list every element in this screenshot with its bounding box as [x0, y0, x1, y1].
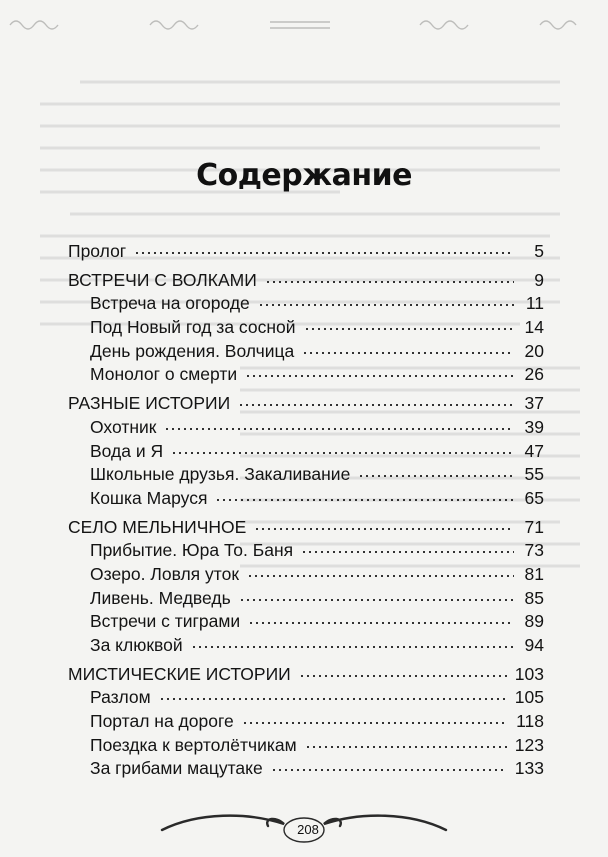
dot-leader [134, 252, 514, 254]
page-title: Содержание [196, 158, 412, 193]
toc-section-entry [68, 663, 544, 687]
dot-leader [171, 452, 514, 454]
toc-entry-title: Школьные друзья. Закаливание [90, 464, 351, 485]
toc-page-number: 89 [524, 611, 544, 632]
toc-entry [68, 487, 544, 511]
dot-leader [301, 551, 514, 553]
toc-entry [68, 416, 544, 440]
toc-page-number: 47 [524, 440, 544, 461]
toc-page-number: 55 [524, 464, 544, 485]
toc-entry [68, 686, 544, 710]
toc-entry [68, 316, 544, 340]
toc-entry-title: Разлом [90, 687, 151, 708]
toc-entry [68, 610, 544, 634]
toc-entry-title: ВСТРЕЧИ С ВОЛКАМИ [68, 269, 257, 290]
dot-leader [245, 375, 514, 377]
toc-page-number: 20 [524, 340, 544, 361]
toc-entry-title: Озеро. Ловля уток [90, 563, 239, 584]
dot-leader [302, 352, 514, 354]
dot-leader [258, 304, 514, 306]
toc-page-number: 85 [524, 587, 544, 608]
dot-leader [247, 575, 514, 577]
dot-leader [164, 428, 514, 430]
toc-page-number: 37 [524, 393, 544, 414]
toc-page-number: 81 [524, 563, 544, 584]
toc-entry [68, 440, 544, 464]
toc-entry [68, 363, 544, 387]
toc-entry-title: Портал на дороге [90, 711, 234, 732]
dot-leader [215, 499, 514, 501]
toc-entry-title: Ливень. Медведь [90, 587, 231, 608]
toc-entry-title: Поездка к вертолётчикам [90, 734, 297, 755]
toc-entry-title: За клюквой [90, 635, 183, 655]
dot-leader [299, 675, 507, 677]
page-number: 208 [297, 822, 319, 837]
toc-page-number: 5 [534, 241, 544, 261]
dot-leader [159, 698, 507, 700]
top-ornament [0, 14, 608, 36]
toc-page-number: 9 [534, 269, 544, 290]
dot-leader [248, 622, 514, 624]
toc-page-number: 94 [524, 635, 544, 655]
toc-entry-title: За грибами мацутаке [90, 758, 263, 779]
toc-page-number: 65 [524, 487, 544, 508]
toc-page-number: 26 [524, 364, 544, 385]
dot-leader [191, 646, 514, 648]
dot-leader [242, 722, 508, 724]
toc-entry-title: Кошка Маруся [90, 487, 208, 508]
toc-entry [68, 463, 544, 487]
toc-page-number: 105 [514, 687, 544, 708]
toc-entry [68, 710, 544, 734]
toc-entry [68, 340, 544, 364]
toc-page-number: 71 [524, 516, 544, 537]
toc-entry [68, 292, 544, 316]
toc-entry-title: Встреча на огороде [90, 293, 250, 314]
dot-leader [358, 475, 514, 477]
toc-entry-title: Вода и Я [90, 440, 164, 461]
toc-entry-title: День рождения. Волчица [90, 340, 295, 361]
toc-entry-title: Монолог о смерти [90, 364, 238, 385]
toc-section-entry [68, 240, 544, 264]
toc-entry-title: Под Новый год за сосной [90, 317, 296, 338]
toc-entry-title: Встречи с тиграми [90, 611, 241, 632]
toc-entry-title: Охотник [90, 416, 157, 437]
toc-page-number: 123 [514, 734, 544, 755]
dot-leader [239, 599, 514, 601]
toc-entry [68, 634, 544, 658]
toc-page-number: 39 [524, 416, 544, 437]
dot-leader [305, 746, 507, 748]
dot-leader [265, 281, 514, 283]
toc-page-number: 14 [524, 317, 544, 338]
toc-page-number: 118 [516, 711, 544, 732]
toc-entry-title: Прибытие. Юра То. Баня [90, 540, 294, 561]
dot-leader [271, 769, 507, 771]
toc-entry-title: МИСТИЧЕСКИЕ ИСТОРИИ [68, 663, 291, 684]
toc-entry [68, 587, 544, 611]
dot-leader [254, 528, 514, 530]
dot-leader [304, 328, 514, 330]
toc-section-entry [68, 392, 544, 416]
toc-entry-title: РАЗНЫЕ ИСТОРИИ [68, 393, 231, 414]
toc-entry [68, 563, 544, 587]
toc-page-number: 73 [524, 540, 544, 561]
toc-section-entry [68, 516, 544, 540]
toc-page-number: 11 [525, 293, 544, 314]
toc-entry [68, 539, 544, 563]
toc-entry-title: СЕЛО МЕЛЬНИЧНОЕ [68, 516, 247, 537]
toc-section-entry [68, 269, 544, 293]
toc-entry-title: Пролог [68, 241, 127, 261]
toc-page-number: 133 [514, 758, 544, 779]
toc-page-number: 103 [514, 663, 544, 684]
dot-leader [238, 404, 514, 406]
toc-entry [68, 734, 544, 758]
table-of-contents [68, 240, 544, 781]
toc-entry [68, 757, 544, 781]
